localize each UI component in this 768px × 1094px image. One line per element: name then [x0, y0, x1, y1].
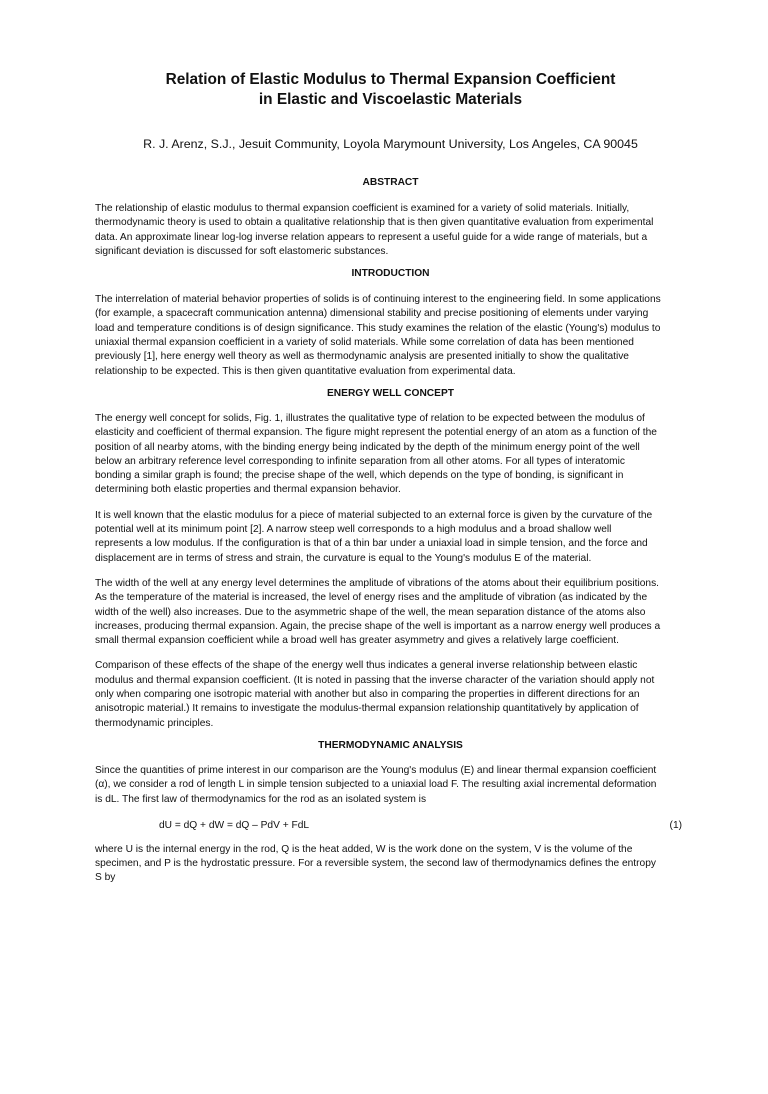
- introduction-heading: INTRODUCTION: [351, 268, 430, 280]
- text-line: (for example, a spacecraft communication antenna) dimensional stability and precise positioning of elements under varying: [95, 308, 649, 320]
- author-affiliation: R. J. Arenz, S.J., Jesuit Community, Loyola Marymount University, Los Angeles, CA 90045: [143, 137, 638, 151]
- text-line: bonding a similar graph is found; the precise shape of the well, which depends on the type of bonding, is significant in: [95, 470, 624, 482]
- paper-title: [95, 70, 686, 110]
- text-line: uniaxial thermal expansion coefficient in a variety of solid materials. While some correlation of data has been mentioned: [95, 337, 634, 349]
- energy-well-paragraph-2: [95, 509, 686, 566]
- text-line: displacement are in terms of stress and strain, the curvature is equal to the Young's modulus E of the material.: [95, 552, 592, 564]
- text-line: potential well at its minimum point [2]. A narrow steep well corresponds to a high modulus and a broad shallow well: [95, 524, 612, 536]
- text-line: width of the well) also increases. Due to the asymmetric shape of the well, the mean separation distance of the atoms also: [95, 606, 646, 618]
- text-line: The interrelation of material behavior properties of solids is of continuing interest to the engineering field. In some applications: [95, 294, 661, 306]
- text-line: increases, producing thermal expansion. Again, the precise shape of the well is important as a narrow energy well produces a: [95, 620, 661, 632]
- text-line: relationship to be expected. This is then given quantitative evaluation from experimental data.: [95, 365, 516, 377]
- thermodynamic-paragraph-2: [95, 843, 686, 886]
- text-line: thermodynamic principles.: [95, 717, 214, 729]
- text-line: It is well known that the elastic modulus for a piece of material subjected to an external force is given by the curvature of the: [95, 509, 653, 521]
- text-line: Since the quantities of prime interest in our comparison are the Young's modulus (E) and linear thermal expansion coefficient: [95, 764, 657, 776]
- text-line: anisotropic material.) It remains to investigate the modulus-thermal expansion relationship quantitatively by application of: [95, 703, 639, 715]
- text-line: The width of the well at any energy level determines the amplitude of vibrations of the atoms about their equilibrium positions.: [95, 577, 660, 589]
- text-line: (α), we consider a rod of length L in simple tension subjected to a uniaxial load F. The resulting axial incremental deformation: [95, 779, 657, 791]
- equation-number: (1): [669, 819, 682, 831]
- introduction-paragraph: [95, 293, 686, 379]
- text-line: S by: [95, 872, 116, 884]
- energy-well-paragraph-4: [95, 659, 686, 730]
- abstract-heading: ABSTRACT: [362, 177, 419, 188]
- abstract-paragraph: [95, 202, 686, 259]
- text-line: data. An approximate linear log-log inverse relation appears to represent a useful guide for a wide range of materials, but a: [95, 231, 648, 243]
- title-line-2: in Elastic and Viscoelastic Materials: [258, 91, 523, 108]
- text-line: small thermal expansion coefficient while a broad well has greater asymmetry and gives a relatively large coefficient.: [95, 635, 619, 647]
- text-line: The relationship of elastic modulus to thermal expansion coefficient is examined for a variety of solid materials. Initially,: [95, 203, 630, 214]
- text-line: elasticity and coefficient of thermal expansion. The figure might represent the potential energy of an atom as a function of the: [95, 427, 657, 439]
- text-line: is dL. The first law of thermodynamics for the rod as an isolated system is: [95, 793, 427, 805]
- equation-body: dU = dQ + dW = dQ – PdV + FdL: [159, 819, 310, 831]
- text-line: previously [1], here energy well theory as well as thermodynamic analysis are presented initially to show the qualitative: [95, 351, 629, 363]
- thermodynamic-analysis-heading: THERMODYNAMIC ANALYSIS: [318, 739, 463, 751]
- text-line: Comparison of these effects of the shape of the energy well thus indicates a general inverse relationship between elastic: [95, 660, 638, 672]
- text-line: determining both elastic properties and thermal expansion behavior.: [95, 484, 401, 496]
- text-line: where U is the internal energy in the rod, Q is the heat added, W is the work done on the system, V is the volume of the: [95, 843, 633, 855]
- text-line: below an arbitrary reference level corresponding to infinite separation from all other atoms. For all types of interatomic: [95, 455, 626, 467]
- thermodynamic-paragraph-1: [95, 764, 686, 807]
- text-line: position of all nearby atoms, with the binding energy being indicated by the depth of the minimum energy point of the well: [95, 441, 640, 453]
- text-line: specimen, and P is the hydrostatic pressure. For a reversible system, the second law of thermodynamics defines the entropy: [95, 858, 656, 870]
- title-line-1: Relation of Elastic Modulus to Thermal Expansion Coefficient: [165, 71, 616, 88]
- text-line: only when comparing one isotropic material with another but also in comparing the properties in different directions for an: [95, 689, 640, 701]
- equation-1: [95, 818, 686, 834]
- text-line: represents a low modulus. If the configuration is that of a thin bar under a uniaxial load in simple tension, and the force and: [95, 538, 648, 550]
- text-line: thermodynamic theory is used to obtain a qualitative relationship that is then given quantitative evaluation from experimental: [95, 217, 654, 229]
- text-line: load and temperature conditions is of design significance. This study examines the relation of the elastic (Young's) modulus to: [95, 322, 661, 334]
- energy-well-paragraph-3: [95, 577, 686, 648]
- text-line: modulus and thermal expansion coefficient. (It is noted in passing that the inverse character of the variation should apply not: [95, 674, 655, 686]
- text-line: The energy well concept for solids, Fig. 1, illustrates the qualitative type of relation to be expected between the modulus of: [95, 412, 645, 424]
- energy-well-paragraph-1: [95, 412, 686, 498]
- text-line: significant deviation is discussed for soft elastomeric substances.: [95, 245, 389, 257]
- energy-well-heading: ENERGY WELL CONCEPT: [327, 387, 454, 399]
- text-line: As the temperature of the material is increased, the level of energy rises and the amplitude of vibration (as indicated by the: [95, 592, 648, 604]
- paper-page: [0, 70, 768, 1094]
